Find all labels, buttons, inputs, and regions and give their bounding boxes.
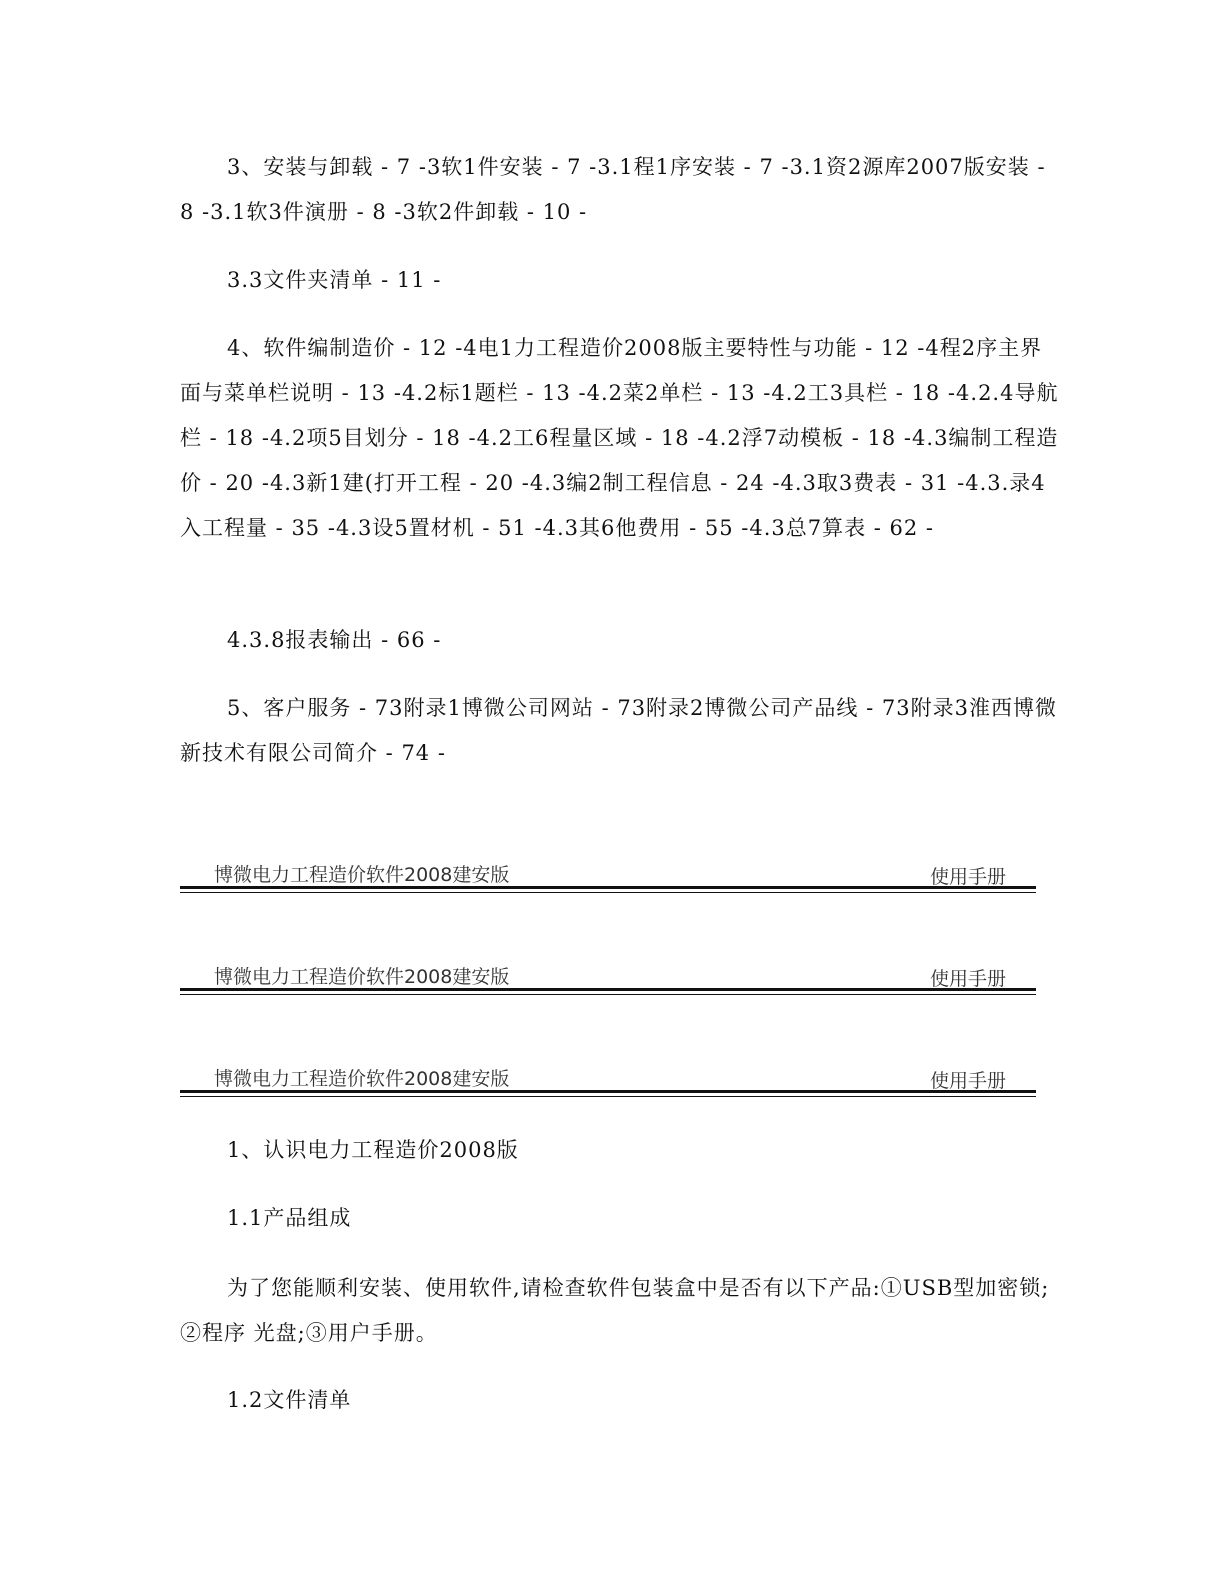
toc-entry-report-output: 4.3.8报表输出 - 66 - (227, 628, 442, 652)
header-rule-thin (180, 994, 1036, 995)
header-label: 使用手册 (929, 866, 1006, 888)
toc-entry-cost-editing: 4、软件编制造价 - 12 -4电1力工程造价2008版主要特性与功能 - 12 -4程2序主界面与菜单栏说明 - 13 -4.2标1题栏 - 13 -4.2菜2单栏 - 13 -4.2工3具栏 - 18 -4.2.4导航栏 - 18 -4.2项5目划分 - 18 -4.2工6程量区域 - 18 -4.2浮7动模板 - 18 -4.3编制工程造价 - 20 -4.3新1建(打开工程 - 20 -4.3编2制工程信息 - 24 -4.3取3费表 - 31 -4.3.录4入工程量 - 35 -4.3设5置材机 - 51 -4.3其6他费用 - 55 -4.3总7算表 - 62 - (180, 336, 1059, 540)
page-header (180, 856, 1036, 896)
subsection-heading-products: 1.1产品组成 (227, 1206, 352, 1230)
page-header (180, 958, 1036, 998)
header-rule (180, 988, 1036, 991)
header-label: 使用手册 (929, 1070, 1006, 1092)
section-heading: 1、认识电力工程造价2008版 (227, 1138, 519, 1162)
header-rule-thin (180, 892, 1036, 893)
subsection-heading-file-list: 1.2文件清单 (227, 1388, 352, 1412)
header-title: 博微电力工程造价软件2008建安版 (214, 966, 510, 988)
header-rule (180, 1090, 1036, 1093)
header-title: 博微电力工程造价软件2008建安版 (214, 1068, 510, 1090)
page-header (180, 1060, 1036, 1100)
toc-entry-folder-list: 3.3文件夹清单 - 11 - (227, 268, 442, 292)
products-paragraph: 为了您能顺利安装、使用软件,请检查软件包装盒中是否有以下产品:①USB型加密锁;②程序 光盘;③用户手册。 (180, 1276, 1050, 1345)
header-title: 博微电力工程造价软件2008建安版 (214, 864, 510, 886)
header-rule (180, 886, 1036, 889)
header-label: 使用手册 (929, 968, 1006, 990)
toc-entry-install: 3、安装与卸载 - 7 -3软1件安装 - 7 -3.1程1序安装 - 7 -3.1资2源库2007版安装 - 8 -3.1软3件演册 - 8 -3软2件卸载 - 10 - (180, 155, 1046, 224)
header-rule-thin (180, 1096, 1036, 1097)
toc-entry-customer-service: 5、客户服务 - 73附录1博微公司网站 - 73附录2博微公司产品线 - 73附录3淮西博微新技术有限公司简介 - 74 - (180, 696, 1057, 765)
